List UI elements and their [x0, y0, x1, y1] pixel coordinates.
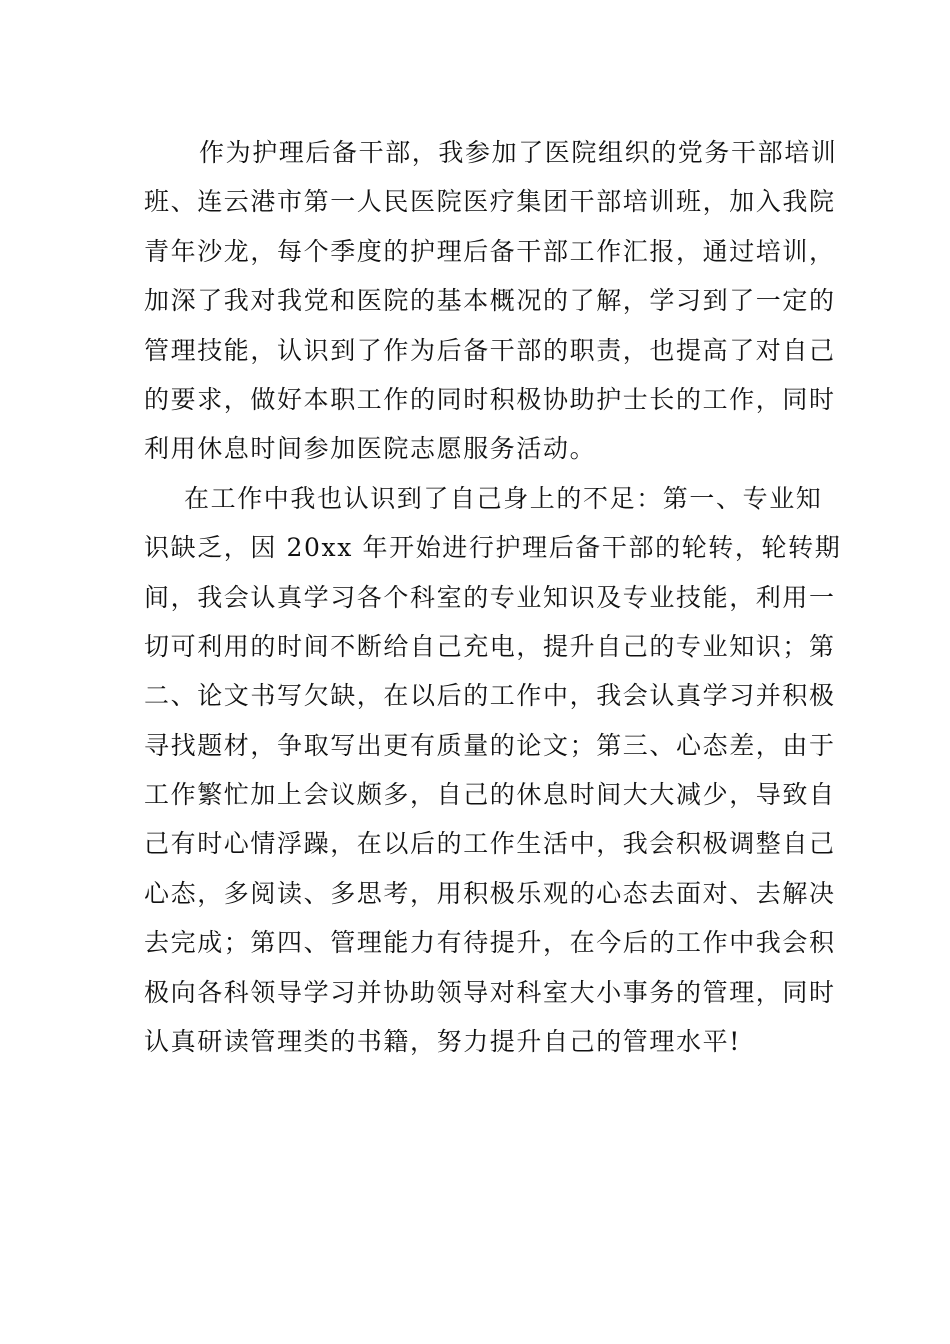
paragraph-line: 工作繁忙加上会议颇多，自己的休息时间大大减少，导致自 [144, 780, 836, 810]
paragraph-line: 心态，多阅读、多思考，用积极乐观的心态去面对、去解决 [144, 878, 836, 908]
paragraph-line: 寻找题材，争取写出更有质量的论文；第三、心态差，由于 [144, 730, 836, 760]
paragraph-line: 的要求，做好本职工作的同时积极协助护士长的工作，同时 [144, 384, 836, 414]
paragraph-line: 在工作中我也认识到了自己身上的不足：第一、专业知 [184, 483, 823, 513]
paragraph-line: 二、论文书写欠缺，在以后的工作中，我会认真学习并积极 [144, 681, 836, 711]
paragraph-line: 去完成；第四、管理能力有待提升，在今后的工作中我会积 [144, 928, 836, 958]
paragraph-line: 己有时心情浮躁，在以后的工作生活中，我会积极调整自己 [144, 829, 836, 859]
paragraph-line: 作为护理后备干部，我参加了医院组织的党务干部培训 [199, 138, 838, 167]
paragraph-line: 切可利用的时间不断给自己充电，提升自己的专业知识；第 [144, 631, 836, 661]
paragraph-line: 识缺乏，因 20xx 年开始进行护理后备干部的轮转，轮转期 [144, 533, 842, 563]
paragraph-training [144, 128, 838, 474]
paragraph-shortcomings [144, 474, 842, 1067]
paragraph-line: 间，我会认真学习各个科室的专业知识及专业技能，利用一 [144, 582, 836, 612]
document-body [144, 128, 842, 1066]
paragraph-line: 加深了我对我党和医院的基本概况的了解，学习到了一定的 [144, 286, 836, 316]
paragraph-line: 青年沙龙，每个季度的护理后备干部工作汇报，通过培训， [144, 236, 836, 266]
paragraph-line: 认真研读管理类的书籍，努力提升自己的管理水平! [144, 1027, 741, 1057]
paragraph-line: 极向各科领导学习并协助领导对科室大小事务的管理，同时 [144, 977, 836, 1007]
paragraph-line: 管理技能，认识到了作为后备干部的职责，也提高了对自己 [144, 335, 836, 365]
paragraph-line: 班、连云港市第一人民医院医疗集团干部培训班，加入我院 [144, 187, 836, 217]
paragraph-line: 利用休息时间参加医院志愿服务活动。 [144, 434, 597, 464]
